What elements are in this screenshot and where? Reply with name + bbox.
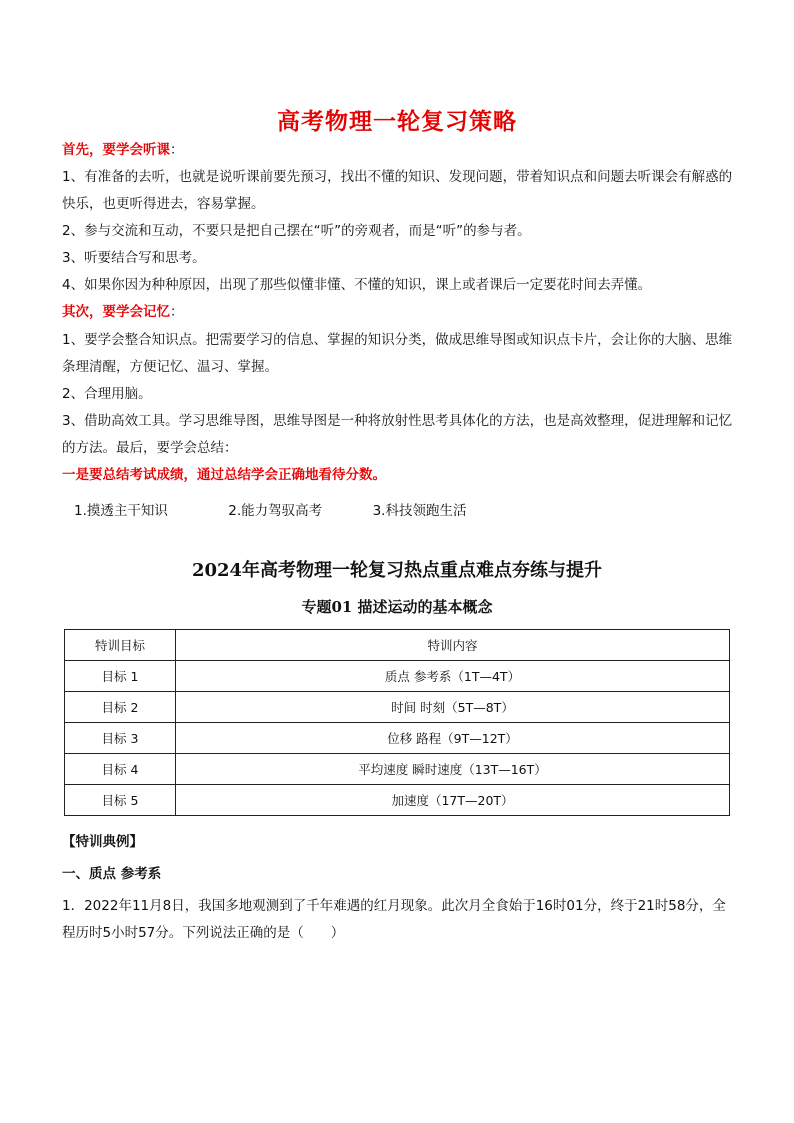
- section1-item-3: 3、听要结合写和思考。: [62, 250, 206, 266]
- subsection-label: 一、质点 参考系: [62, 866, 162, 882]
- table-cell-goal: 目标 3: [65, 723, 176, 754]
- three-points: [74, 499, 466, 519]
- topic-title: 专题01 描述运动的基本概念: [301, 598, 493, 616]
- table-row: [65, 661, 730, 692]
- table-header-row: [65, 630, 730, 661]
- table-cell-content: 时间 时刻（5T—8T）: [176, 692, 730, 723]
- examples-label: 【特训典例】: [62, 834, 143, 850]
- point-1: 1.摸透主干知识: [74, 503, 168, 519]
- table-cell-goal: 目标 5: [65, 785, 176, 816]
- section2-item-3: 3、借助高效工具。学习思维导图，思维导图是一种将放射性思考具体化的方法，也是高效整理，促进理解和记忆的方法。最后，要学会总结：: [62, 413, 733, 456]
- section2-item-1: 1、要学会整合知识点。把需要学习的信息、掌握的知识分类，做成思维导图或知识点卡片，会让你的大脑、思维条理清醒，方便记忆、温习、掌握。: [62, 332, 733, 375]
- table-cell-goal: 目标 2: [65, 692, 176, 723]
- table-row: [65, 723, 730, 754]
- goals-table: [64, 629, 730, 816]
- section2-heading-text: 其次，要学会记忆: [62, 304, 170, 320]
- table-cell-goal: 目标 1: [65, 661, 176, 692]
- section1-heading: [62, 137, 734, 164]
- table-cell-content: 平均速度 瞬时速度（13T—16T）: [176, 754, 730, 785]
- section1-item-4: 4、如果你因为种种原因，出现了那些似懂非懂、不懂的知识，课上或者课后一定要花时间去弄懂。: [62, 277, 652, 293]
- emphasis-line: [62, 462, 734, 489]
- section1-heading-colon: ：: [170, 142, 184, 158]
- table-row: [65, 692, 730, 723]
- section2-item-2: 2、合理用脑。: [62, 386, 152, 402]
- page-title: 高考物理一轮复习策略: [277, 109, 517, 135]
- table-cell-content: 位移 路程（9T—12T）: [176, 723, 730, 754]
- table-row: [65, 785, 730, 816]
- table-row: [65, 754, 730, 785]
- section1-heading-text: 首先，要学会听课: [62, 142, 170, 158]
- table-header-content: 特训内容: [176, 630, 730, 661]
- section2-heading: [62, 299, 734, 326]
- table-cell-goal: 目标 4: [65, 754, 176, 785]
- section2-heading-colon: ：: [170, 304, 184, 320]
- table-cell-content: 加速度（17T—20T）: [176, 785, 730, 816]
- section1-item-2: 2、参与交流和互动，不要只是把自己摆在“听”的旁观者，而是“听”的参与者。: [62, 223, 531, 239]
- table-header-goal: 特训目标: [65, 630, 176, 661]
- point-2: 2.能力驾驭高考: [228, 503, 323, 519]
- table-cell-content: 质点 参考系（1T—4T）: [176, 661, 730, 692]
- section1-item-1: 1、有准备的去听，也就是说听课前要先预习，找出不懂的知识、发现问题，带着知识点和问题去听课会有解惑的快乐，也更听得进去，容易掌握。: [62, 169, 733, 212]
- question-1: 1．2022年11月8日，我国多地观测到了千年难遇的红月现象。此次月全食始于16时01分，终于21时58分，全程历时5小时57分。下列说法正确的是（ ）: [62, 898, 726, 941]
- emphasis-text: 一是要总结考试成绩，通过总结学会正确地看待分数。: [62, 467, 386, 483]
- document-title: 2024年高考物理一轮复习热点重点难点夯练与提升: [191, 560, 603, 581]
- point-3: 3.科技领跑生活: [372, 503, 467, 519]
